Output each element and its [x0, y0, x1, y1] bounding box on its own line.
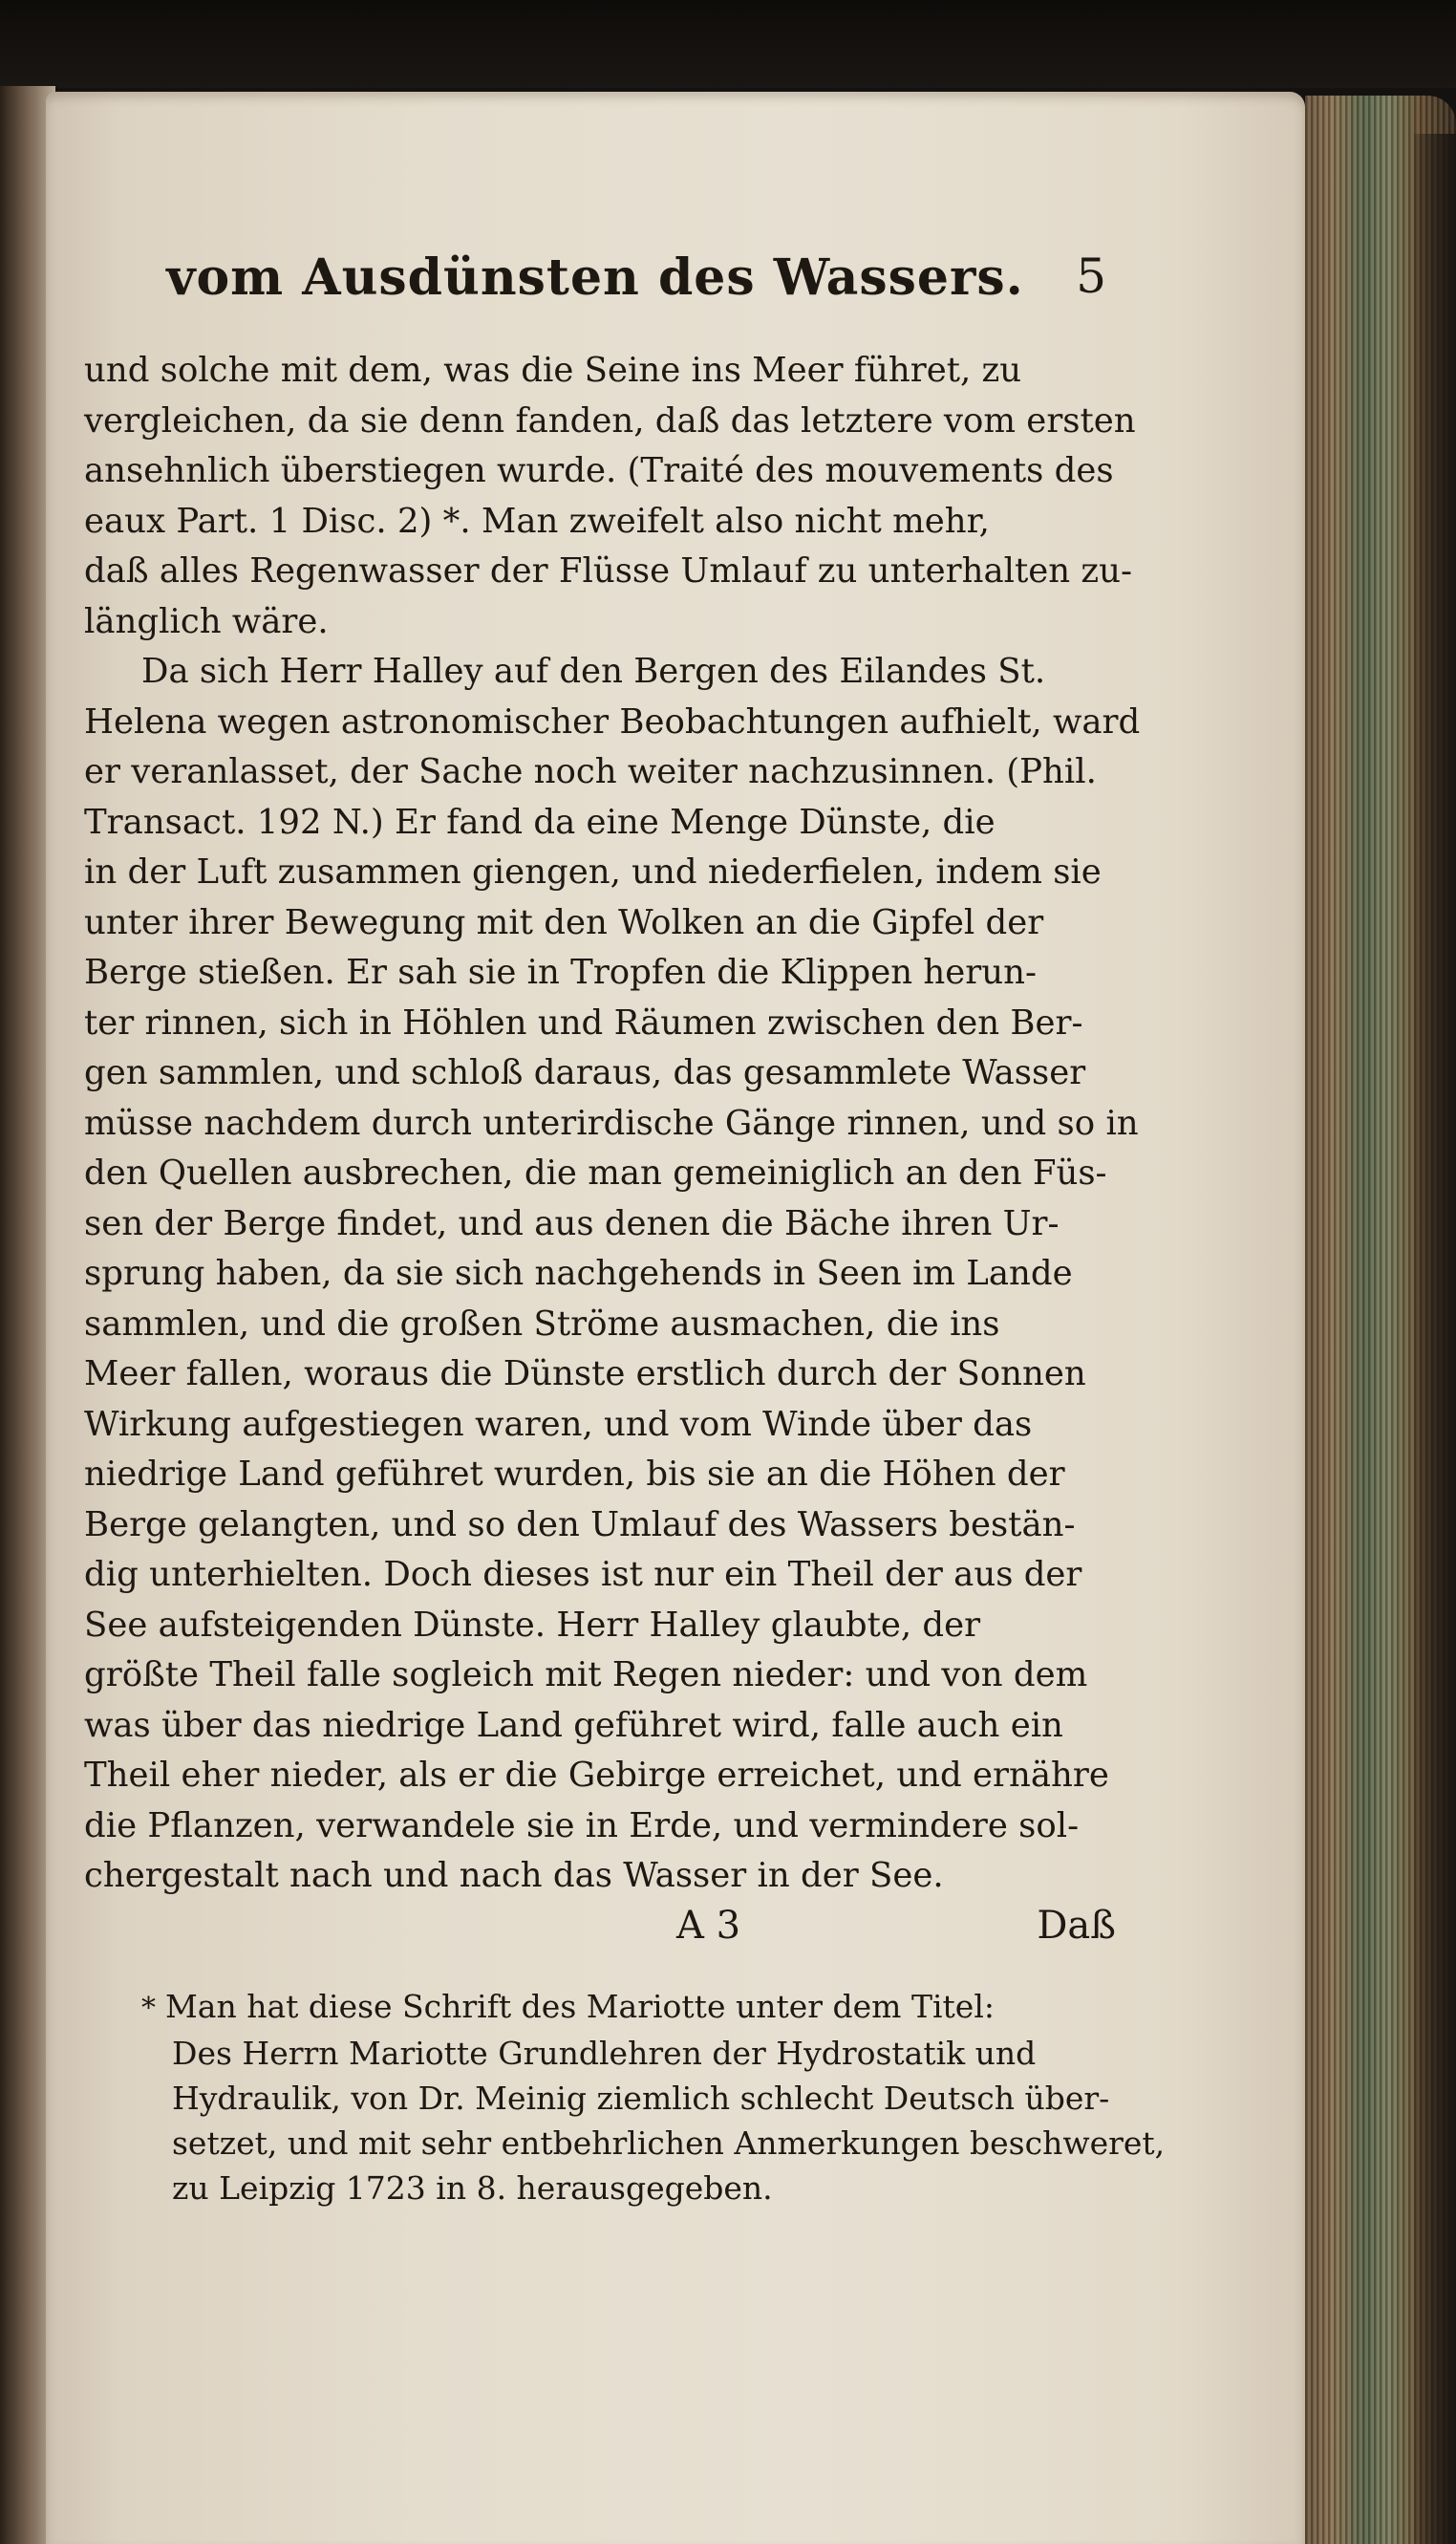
text-line: daß alles Regenwasser der Flüsse Umlauf zu unterhalten zu- [84, 551, 1132, 591]
text-line: niedrige Land geführet wurden, bis sie an die Höhen der [84, 1455, 1065, 1494]
text-line: unter ihrer Bewegung mit den Wolken an die Gipfel der [84, 902, 1044, 942]
text-line: ansehnlich überstiegen wurde. (Traité des mouvements des [84, 451, 1114, 490]
text-line: was über das niedrige Land geführet wird, falle auch ein [84, 1705, 1063, 1745]
text-line: ter rinnen, sich in Höhlen und Räumen zwischen den Ber- [84, 1003, 1083, 1043]
text-line: Da sich Herr Halley auf den Bergen des Eilandes St. [141, 652, 1046, 691]
footnote-marker: * [141, 1991, 156, 2025]
text-line: größte Theil falle sogleich mit Regen nieder: und von dem [84, 1655, 1088, 1694]
footnote-line: Des Herrn Mariotte Grundlehren der Hydrostatik und [172, 2034, 1037, 2072]
page-footer-marks [84, 1903, 1116, 1959]
text-line: in der Luft zusammen giengen, und niederfielen, indem sie [84, 852, 1102, 892]
text-line: sammlen, und die großen Ströme ausmachen, die ins [84, 1304, 1000, 1344]
text-line: vergleichen, da sie denn fanden, daß das letztere vom ersten [84, 400, 1136, 441]
paragraph-2 [84, 647, 1141, 1902]
text-line: Helena wegen astronomischer Beobachtungen aufhielt, ward [84, 701, 1141, 742]
text-line: gen sammlen, und schloß daraus, das gesammlete Wasser [84, 1053, 1086, 1092]
text-line: und solche mit dem, was die Seine ins Meer führet, zu [84, 351, 1022, 390]
text-line: Berge gelangten, und so den Umlauf des Wassers bestän- [84, 1504, 1076, 1544]
text-line: den Quellen ausbrechen, die man gemeiniglich an den Füs- [84, 1153, 1107, 1193]
text-line: länglich wäre. [84, 601, 329, 641]
text-line: sen der Berge findet, und aus denen die Bäche ihren Ur- [84, 1203, 1060, 1243]
catchword: Daß [1037, 1903, 1116, 1948]
text-line: chergestalt nach und nach das Wasser in der See. [84, 1856, 944, 1895]
text-line: müsse nachdem durch unterirdische Gänge rinnen, und so in [84, 1103, 1139, 1143]
text-line: Berge stießen. Er sah sie in Tropfen die Klippen herun- [84, 953, 1037, 992]
text-line: dig unterhielten. Doch dieses ist nur ein Theil der aus der [84, 1555, 1082, 1594]
text-line: Wirkung aufgestiegen waren, und vom Winde über das [84, 1404, 1033, 1444]
text-line: Transact. 192 N.) Er fand da eine Menge Dünste, die [84, 802, 996, 842]
text-line: er veranlasset, der Sache noch weiter nachzusinnen. (Phil. [84, 752, 1097, 791]
text-line: eaux Part. 1 Disc. 2) *. Man zweifelt also nicht mehr, [84, 501, 990, 541]
footnote-line: Hydraulik, von Dr. Meinig ziemlich schlecht Deutsch über- [172, 2079, 1110, 2117]
text-line: Theil eher nieder, als er die Gebirge erreichet, und ernähre [84, 1756, 1109, 1795]
running-title: vom Ausdünsten des Wassers. [166, 248, 1024, 307]
text-line: See aufsteigenden Dünste. Herr Halley glaubte, der [84, 1605, 981, 1645]
page-header [84, 248, 1106, 325]
paragraph-1 [84, 346, 1136, 647]
footnote-line: zu Leipzig 1723 in 8. herausgegeben. [172, 2168, 773, 2207]
fore-edge-shadow [1414, 134, 1456, 2544]
background-shadow [0, 0, 1456, 88]
footnote-text: Man hat diese Schrift des Mariotte unter dem Titel: [165, 1987, 995, 2025]
page-text-block [84, 248, 1166, 2210]
text-line: Meer fallen, woraus die Dünste erstlich durch der Sonnen [84, 1354, 1086, 1393]
footnote-line [141, 1984, 1106, 2031]
footnote-line: setzet, und mit sehr entbehrlichen Anmerkungen beschweret, [172, 2124, 1166, 2162]
text-line: sprung haben, da sie sich nachgehends in Seen im Lande [84, 1254, 1073, 1293]
text-line: die Pflanzen, verwandele sie in Erde, und vermindere sol- [84, 1805, 1080, 1845]
footnote [141, 1984, 1166, 2210]
signature-mark: A 3 [676, 1903, 741, 1948]
page-number: 5 [1076, 248, 1106, 304]
